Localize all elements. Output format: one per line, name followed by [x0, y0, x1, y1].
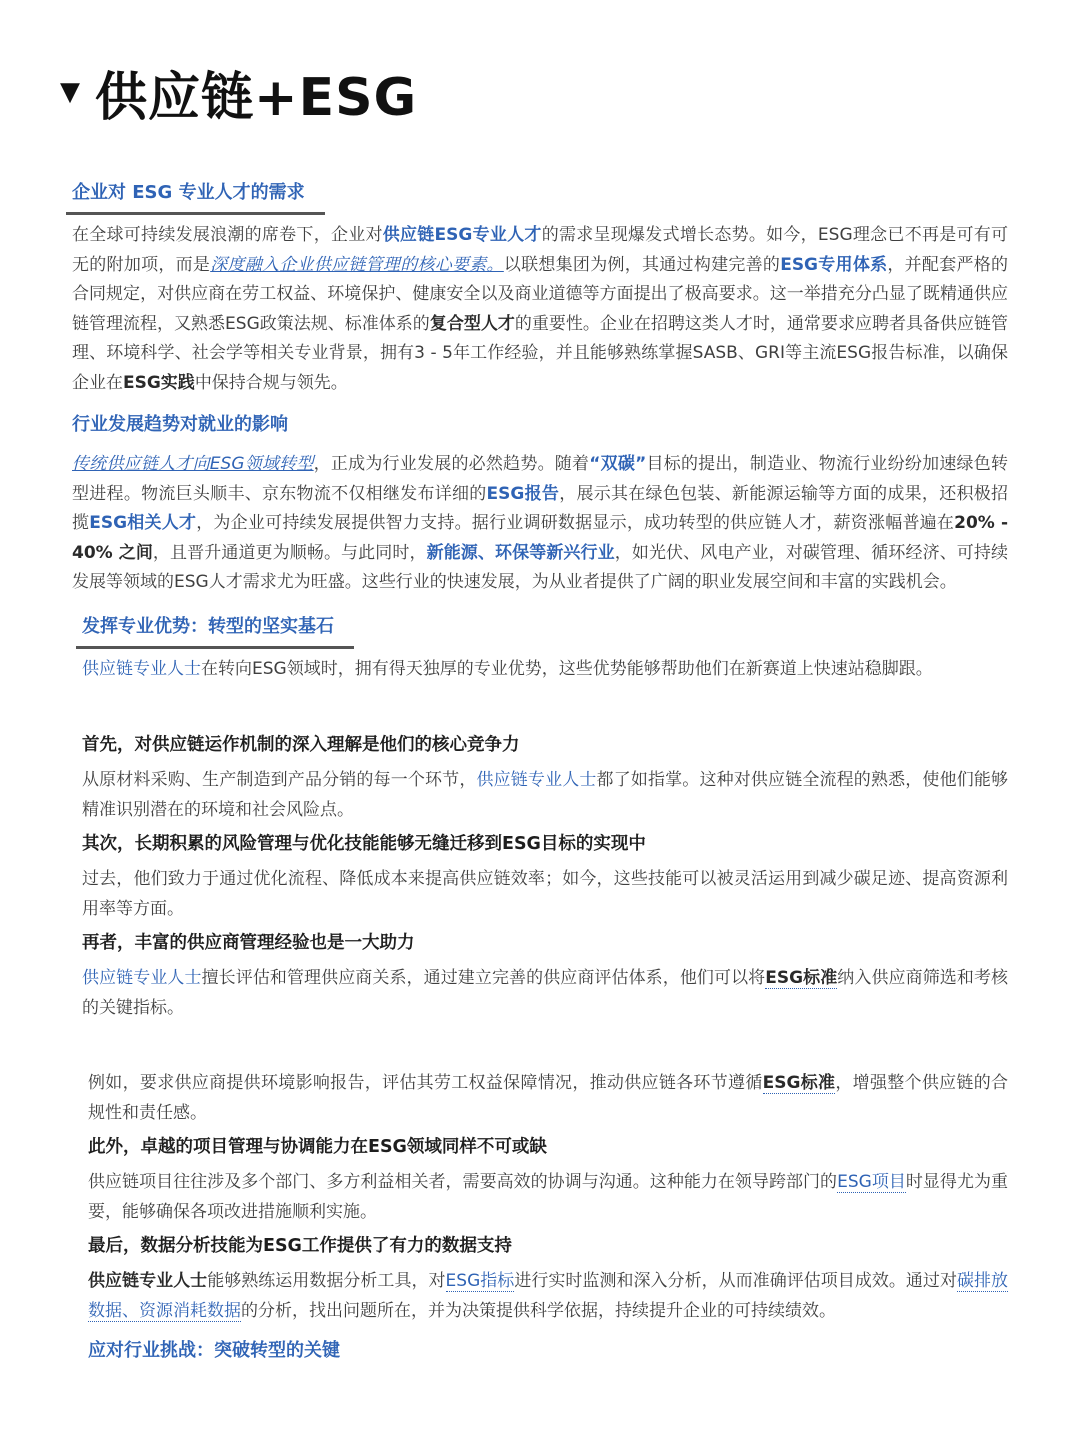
highlight-link[interactable]: 传统供应链人才向ESG领域转型 — [72, 454, 314, 474]
paragraph-advantage-intro: 供应链专业人士在转向ESG领域时，拥有得天独厚的专业优势，这些优势能够帮助他们在新赛道上快速站稳脚跟。 — [82, 658, 933, 679]
bold-term: 20% - 40% 之间 — [72, 513, 1009, 563]
page-title-text: 供应链+ESG — [95, 67, 418, 128]
bold-term: ESG标准 — [762, 1073, 836, 1093]
bold-term: 复合型人才 — [429, 313, 515, 334]
section-heading-challenges: 应对行业挑战：突破转型的关键 — [88, 1340, 340, 1361]
highlight-link[interactable]: 深度融入企业供应链管理的核心要素。 — [210, 254, 504, 275]
highlight-term: ESG项目 — [837, 1172, 906, 1192]
section-heading-talent-demand: 企业对 ESG 专业人才的需求 — [66, 172, 325, 215]
subheading-data-analysis: 最后，数据分析技能为ESG工作提供了有力的数据支持 — [88, 1236, 512, 1256]
highlight-term: 供应链ESG专业人才 — [382, 225, 542, 245]
article-content — [72, 172, 1008, 1376]
highlight-term: ESG专用体系 — [780, 254, 888, 275]
paragraph-talent-demand: 在全球可持续发展浪潮的席卷下，企业对供应链ESG专业人才的需求呈现爆发式增长态势。如今，ESG理念已不再是可有可无的附加项，而是深度融入企业供应链管理的核心要素。以联想集团为例，其通过构建完善的ESG专用体系，并配套严格的合同规定，对供应商在劳工权益、环境保护、健康安全以及商业道德等方面提出了极高要求。这一举措充分凸显了既精通供应链管理流程，又熟悉ESG政策法规、标准体系的复合型人才的重要性。企业在招聘这类人才时，通常要求应聘者具备供应链管理、环境科学、社会学等相关专业背景，拥有3 - 5年工作经验，并且能够熟练掌握SASB、GRI等主流ESG报告标准，以确保企业在ESG实践中保持合规与领先。 — [72, 225, 1009, 393]
highlight-term: 新能源、环保等新兴行业 — [426, 542, 615, 563]
paragraph-data-analysis: 供应链专业人士能够熟练运用数据分析工具，对ESG指标进行实时监测和深入分析，从而准确评估项目成效。通过对碳排放数据、资源消耗数据的分析，找出问题所在，并为决策提供科学依据，持续提升企业的可持续绩效。 — [88, 1271, 1009, 1321]
subheading-supplier-management: 再者，丰富的供应商管理经验也是一大助力 — [82, 933, 415, 953]
paragraph-core-competence: 从原材料采购、生产制造到产品分销的每一个环节，供应链专业人士都了如指掌。这种对供应链全流程的熟悉，使他们能够精准识别潜在的环境和社会风险点。 — [82, 770, 1009, 820]
paragraph-supplier-management: 供应链专业人士擅长评估和管理供应商关系，通过建立完善的供应商评估体系，他们可以将ESG标准纳入供应商筛选和考核的关键指标。 — [82, 968, 1009, 1018]
collapse-triangle-icon[interactable]: ▼ — [60, 77, 81, 107]
section-heading-advantage: 发挥专业优势：转型的坚实基石 — [76, 606, 354, 649]
highlight-term: ESG指标 — [445, 1271, 515, 1291]
section-heading-industry-trend: 行业发展趋势对就业的影响 — [72, 414, 288, 435]
paragraph-industry-trend: 传统供应链人才向ESG领域转型，正成为行业发展的必然趋势。随着“双碳”目标的提出，制造业、物流行业纷纷加速绿色转型进程。物流巨头顺丰、京东物流不仅相继发布详细的ESG报告，展示其在绿色包装、新能源运输等方面的成果，还积极招揽ESG相关人才，为企业可持续发展提供智力支持。据行业调研数据显示，成功转型的供应链人才，薪资涨幅普遍在20% - 40% 之间，且晋升通道更为顺畅。与此同时，新能源、环保等新兴行业，如光伏、风电产业，对碳管理、循环经济、可持续发展等领域的ESG人才需求尤为旺盛。这些行业的快速发展，为从业者提供了广阔的职业发展空间和丰富的实践机会。 — [72, 454, 1009, 592]
highlight-term: ESG报告 — [486, 483, 560, 504]
highlight-term: “双碳” — [589, 454, 647, 474]
bold-term: ESG标准 — [765, 968, 838, 988]
highlight-term: 供应链专业人士 — [82, 968, 202, 988]
highlight-term: ESG相关人才 — [89, 513, 197, 533]
subheading-core-competence: 首先，对供应链运作机制的深入理解是他们的核心竞争力 — [82, 735, 520, 755]
bold-term: 供应链专业人士 — [88, 1271, 208, 1291]
highlight-term: 供应链专业人士 — [476, 770, 597, 790]
subheading-risk-management: 其次，长期积累的风险管理与优化技能能够无缝迁移到ESG目标的实现中 — [82, 834, 646, 854]
paragraph-risk-management: 过去，他们致力于通过优化流程、降低成本来提高供应链效率；如今，这些技能可以被灵活运用到减少碳足迹、提高资源利用率等方面。 — [82, 869, 1008, 919]
subheading-project-management: 此外，卓越的项目管理与协调能力在ESG领域同样不可或缺 — [88, 1137, 547, 1157]
highlight-term: 碳排放数据、资源消耗数据 — [88, 1271, 1009, 1321]
bold-term: ESG实践 — [123, 372, 195, 393]
paragraph-example: 例如，要求供应商提供环境影响报告，评估其劳工权益保障情况，推动供应链各环节遵循ESG标准，增强整个供应链的合规性和责任感。 — [88, 1073, 1009, 1123]
highlight-term: 供应链专业人士 — [82, 658, 201, 679]
page-title — [60, 52, 417, 132]
paragraph-project-management: 供应链项目往往涉及多个部门、多方利益相关者，需要高效的协调与沟通。这种能力在领导跨部门的ESG项目时显得尤为重要，能够确保各项改进措施顺利实施。 — [88, 1172, 1008, 1222]
